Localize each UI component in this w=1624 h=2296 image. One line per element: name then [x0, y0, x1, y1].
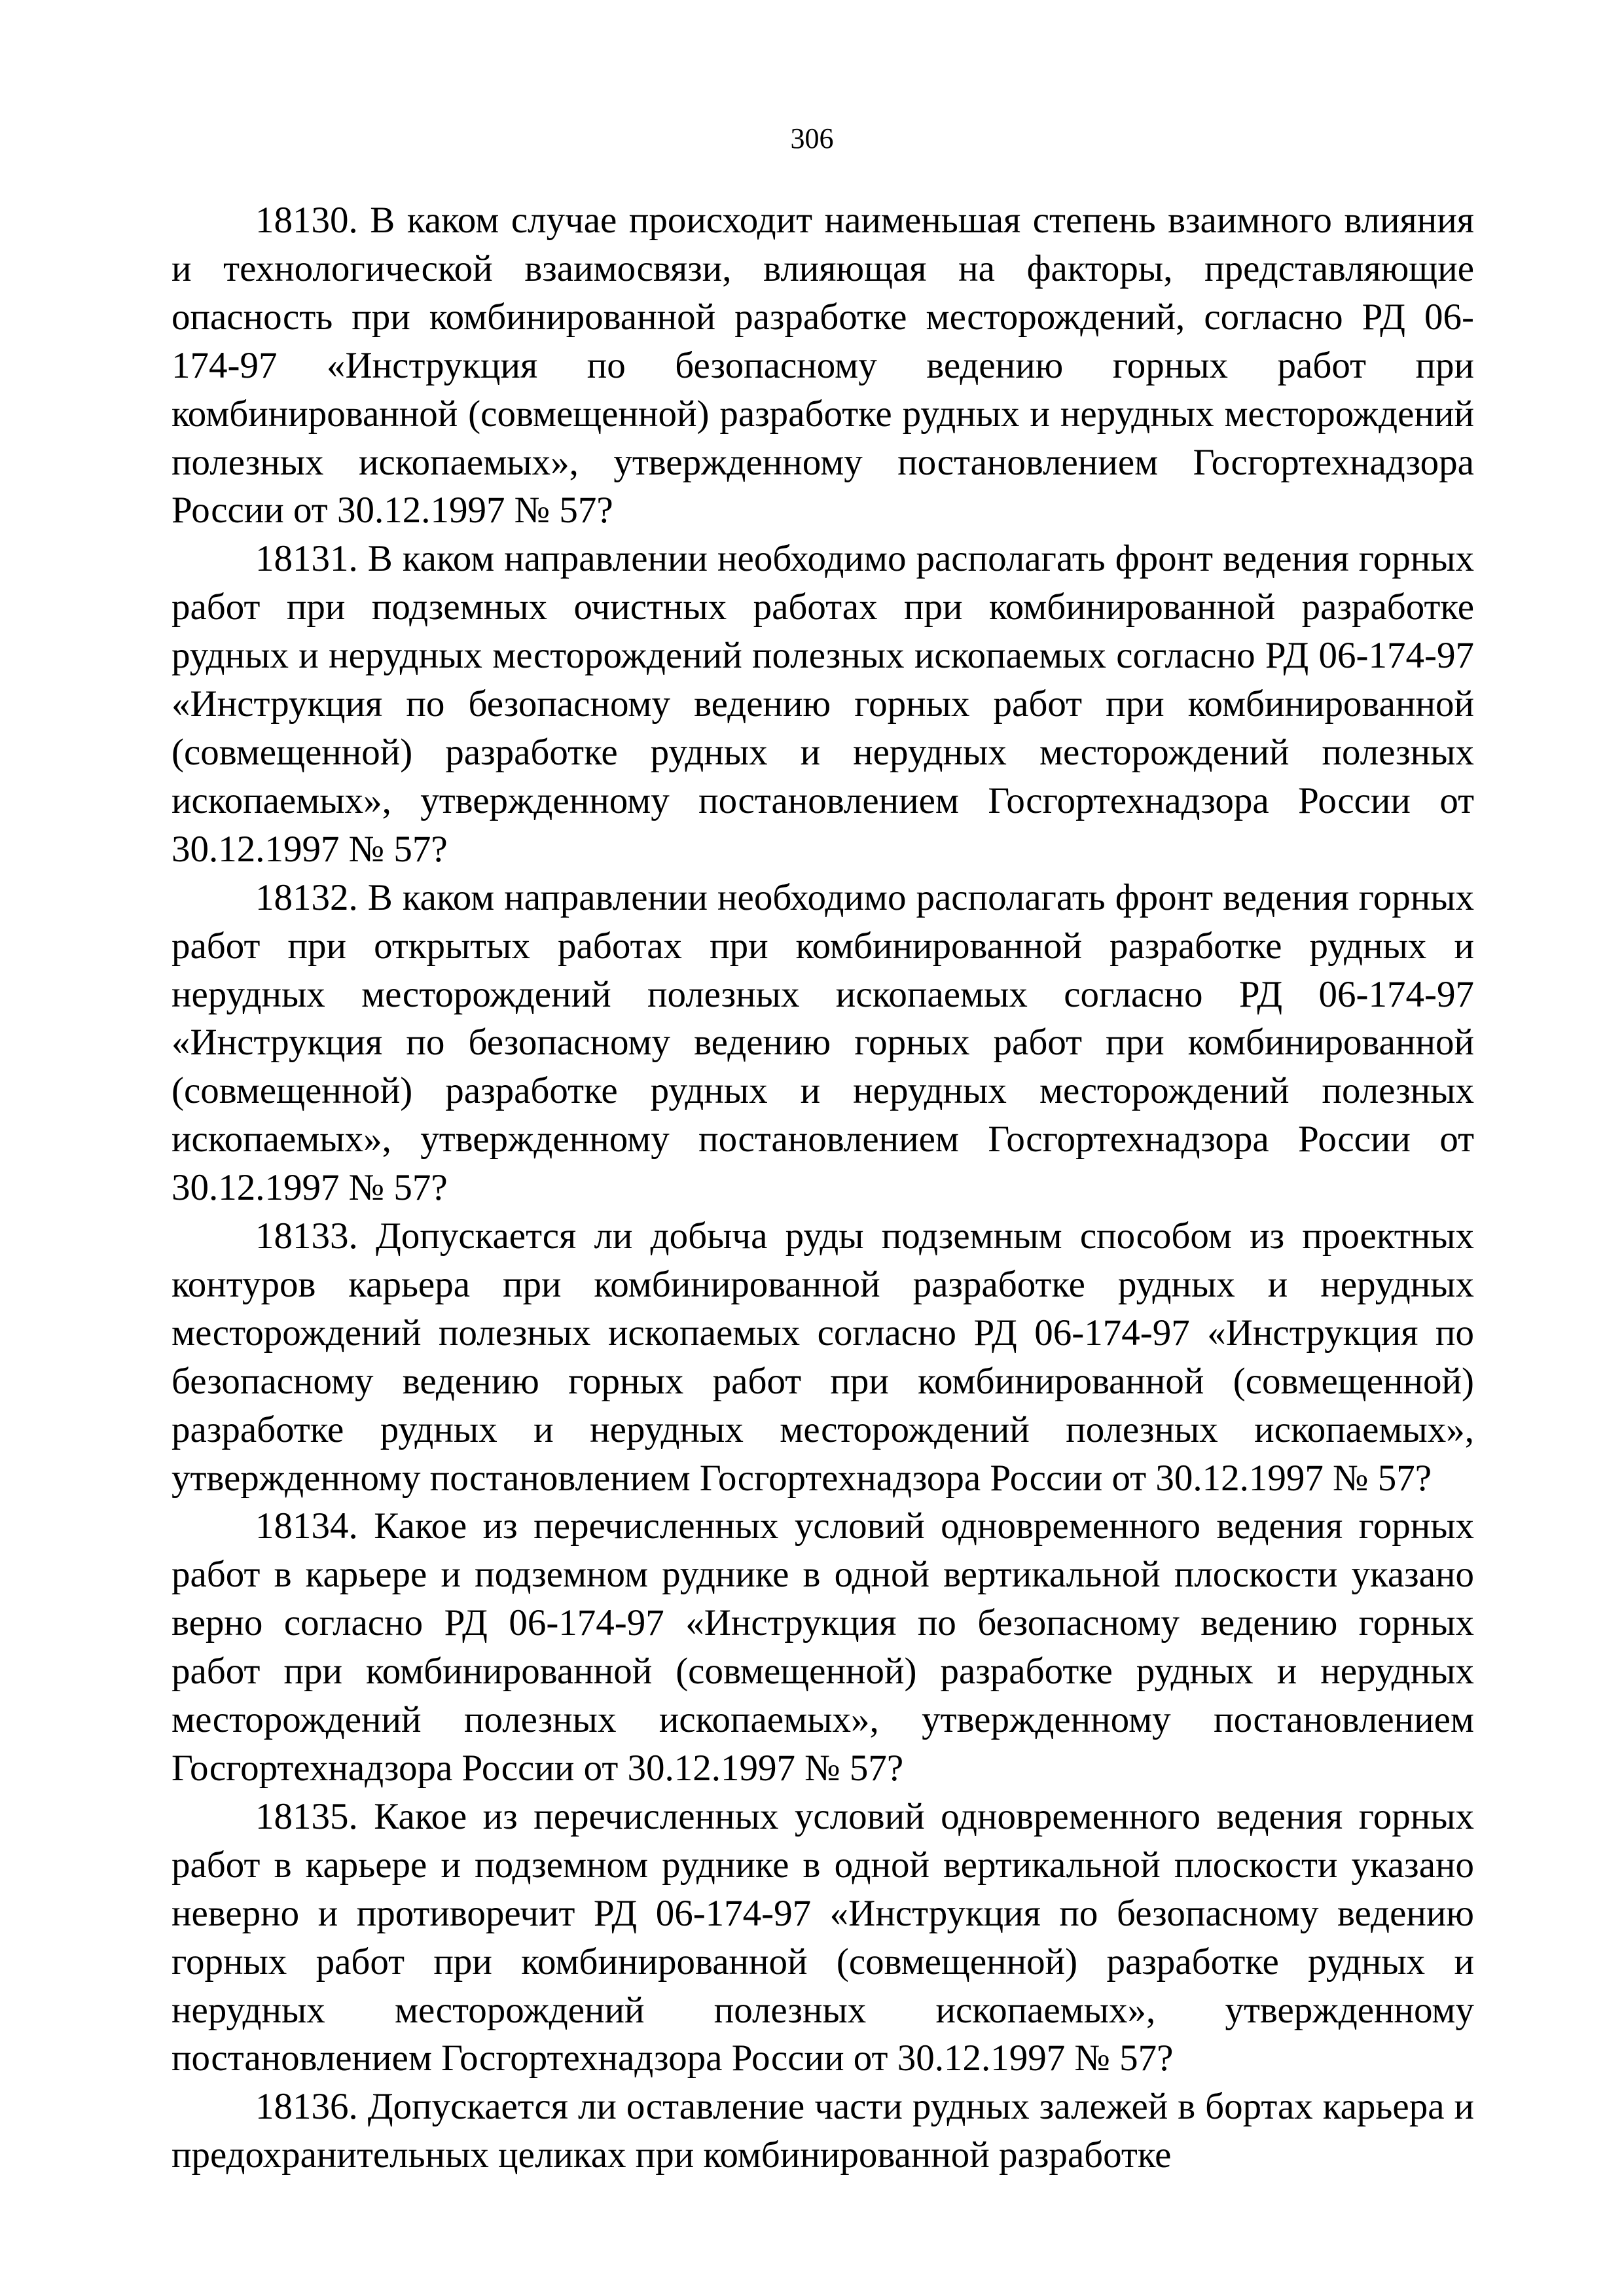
question-18130: 18130. В каком случае происходит наименьшая степень взаимного влияния и технологической взаимосвязи, влияющая на факторы, представляющие опасность при комбинированной разработке месторождений, согласно РД 06-174-97 «Инструкция по безопасному ведению горных работ при комбинированной (совмещенной) разработке рудных и нерудных месторождений полезных ископаемых», утвержденному постановлением Госгортехнадзора России от 30.12.1997 № 57? — [171, 200, 1474, 531]
question-18131: 18131. В каком направлении необходимо располагать фронт ведения горных работ при подземных очистных работах при комбинированной разработке рудных и нерудных месторождений полезных ископаемых согласно РД 06-174-97 «Инструкция по безопасному ведению горных работ при комбинированной (совмещенной) разработке рудных и нерудных месторождений полезных ископаемых», утвержденному постановлением Госгортехнадзора России от 30.12.1997 № 57? — [171, 538, 1474, 870]
question-18132: 18132. В каком направлении необходимо располагать фронт ведения горных работ при открытых работах при комбинированной разработке рудных и нерудных месторождений полезных ископаемых согласно РД 06-174-97 «Инструкция по безопасному ведению горных работ при комбинированной (совмещенной) разработке рудных и нерудных месторождений полезных ископаемых», утвержденному постановлением Госгортехнадзора России от 30.12.1997 № 57? — [171, 876, 1474, 1209]
question-18134: 18134. Какое из перечисленных условий одновременного ведения горных работ в карьере и подземном руднике в одной вертикальной плоскости указано верно согласно РД 06-174-97 «Инструкция по безопасному ведению горных работ при комбинированной (совмещенной) разработке рудных и нерудных месторождений полезных ископаемых», утвержденному постановлением Госгортехнадзора России от 30.12.1997 № 57? — [171, 1505, 1474, 1789]
document-body — [171, 196, 1474, 2179]
question-18135: 18135. Какое из перечисленных условий одновременного ведения горных работ в карьере и подземном руднике в одной вертикальной плоскости указано неверно и противоречит РД 06-174-97 «Инструкция по безопасному ведению горных работ при комбинированной (совмещенной) разработке рудных и нерудных месторождений полезных ископаемых», утвержденному постановлением Госгортехнадзора России от 30.12.1997 № 57? — [171, 1795, 1474, 2079]
page-number: 306 — [790, 122, 834, 154]
question-18136: 18136. Допускается ли оставление части рудных залежей в бортах карьера и предохранительных целиках при комбинированной разработке — [171, 2086, 1474, 2176]
question-18133: 18133. Допускается ли добыча руды подземным способом из проектных контуров карьера при комбинированной разработке рудных и нерудных месторождений полезных ископаемых согласно РД 06-174-97 «Инструкция по безопасному ведению горных работ при комбинированной (совмещенной) разработке рудных и нерудных месторождений полезных ископаемых», утвержденному постановлением Госгортехнадзора России от 30.12.1997 № 57? — [171, 1215, 1474, 1499]
